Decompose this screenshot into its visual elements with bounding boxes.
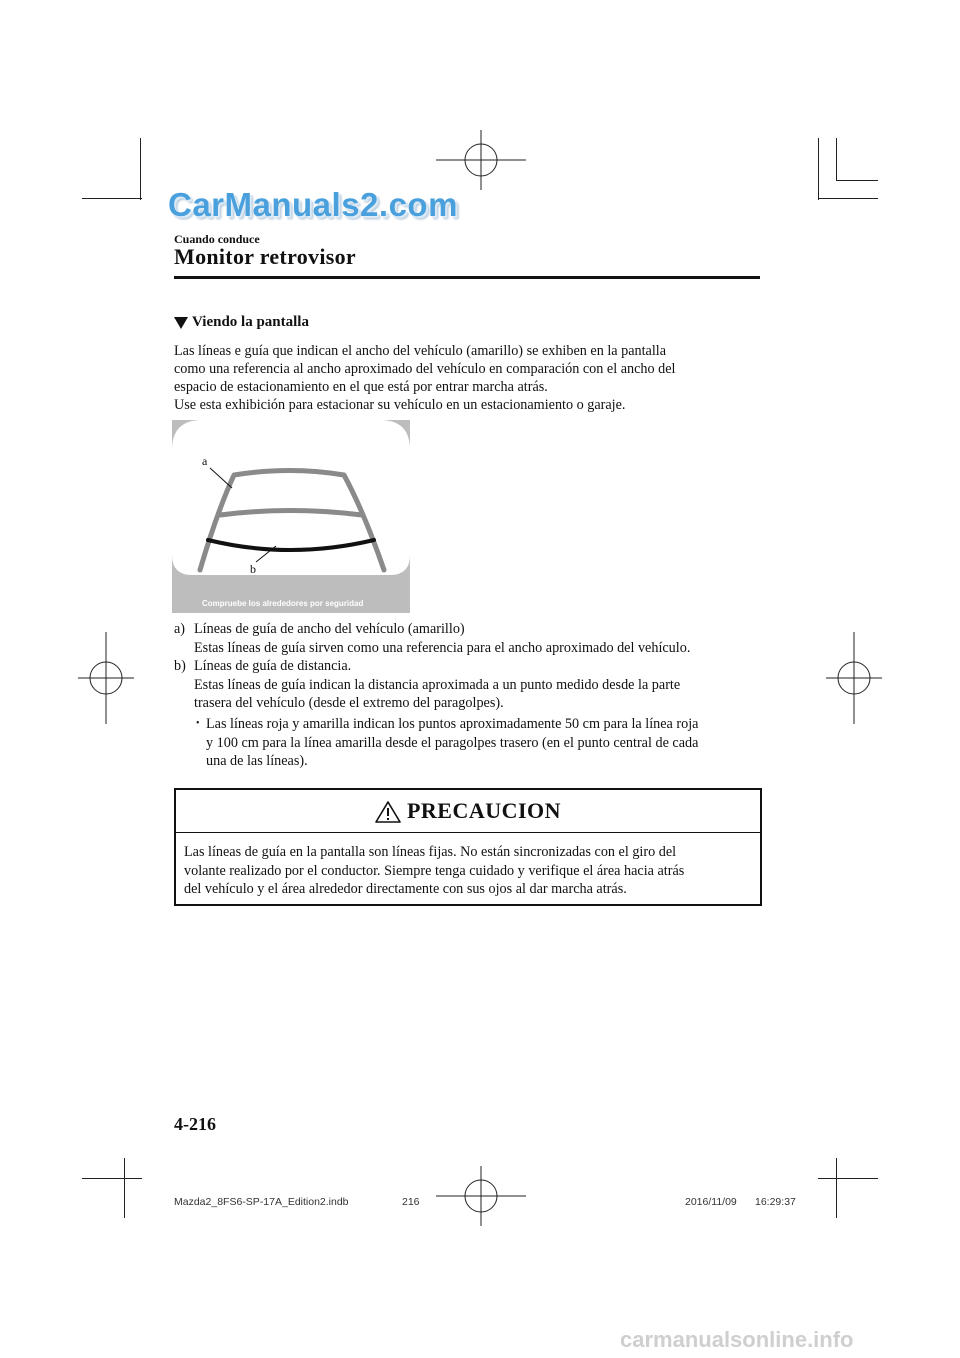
footer-time: 16:29:37 bbox=[755, 1196, 796, 1208]
label-b: b bbox=[250, 562, 256, 576]
site-watermark-top[interactable]: CarManuals2.com bbox=[168, 186, 458, 223]
caution-body bbox=[176, 833, 760, 899]
list-item-title: Líneas de guía de ancho del vehículo (amarillo) bbox=[194, 621, 465, 637]
registration-target-left bbox=[78, 632, 134, 724]
title-divider bbox=[174, 276, 760, 279]
bullet-dot: • bbox=[196, 718, 200, 729]
registration-target-right bbox=[826, 632, 882, 724]
intro-line: como una referencia al ancho aproximado del vehículo en comparación con el ancho del bbox=[174, 361, 676, 377]
caution-line: del vehículo y el área alrededor directamente con sus ojos al dar marcha atrás. bbox=[184, 881, 627, 897]
caution-box bbox=[174, 788, 762, 906]
footer-date: 2016/11/09 bbox=[685, 1196, 737, 1208]
section-label: Cuando conduce bbox=[174, 232, 260, 246]
list-item bbox=[174, 657, 764, 713]
intro-line: espacio de estacionamiento en el que está por entrar marcha atrás. bbox=[174, 379, 548, 395]
screen-caption: Compruebe los alrededores por seguridad bbox=[202, 599, 364, 608]
rear-monitor-illustration bbox=[172, 420, 410, 613]
caution-heading: PRECAUCION bbox=[406, 798, 562, 823]
subheading bbox=[174, 314, 309, 331]
caution-line: Las líneas de guía en la pantalla son líneas fijas. No están sincronizadas con el giro del bbox=[184, 844, 677, 860]
footer-file: Mazda2_8FS6-SP-17A_Edition2.indb bbox=[174, 1196, 349, 1208]
page-title: Monitor retrovisor bbox=[174, 244, 356, 269]
subheading-text: Viendo la pantalla bbox=[192, 314, 309, 330]
intro-line: Las líneas e guía que indican el ancho del vehículo (amarillo) se exhiben en la pantalla bbox=[174, 343, 667, 359]
list-item-text: trasera del vehículo (desde el extremo del paragolpes). bbox=[194, 695, 504, 711]
triangle-down-icon bbox=[174, 317, 188, 329]
legend-list bbox=[174, 620, 764, 713]
caution-header bbox=[176, 790, 760, 833]
footer-page: 216 bbox=[402, 1196, 420, 1208]
caution-line: volante realizado por el conductor. Siempre tenga cuidado y verifique el área hacia atrás bbox=[184, 862, 685, 879]
list-item-title: Líneas de guía de distancia. bbox=[194, 658, 352, 674]
list-marker: b) bbox=[174, 658, 186, 674]
registration-target-top bbox=[436, 130, 526, 190]
registration-target-bottom bbox=[436, 1166, 526, 1226]
list-item bbox=[174, 620, 764, 657]
bullet-line: y 100 cm para la línea amarilla desde el paragolpes trasero (en el punto central de cada bbox=[206, 734, 699, 751]
warning-triangle-icon bbox=[375, 801, 401, 823]
bullet-line: Las líneas roja y amarilla indican los puntos aproximadamente 50 cm para la línea roja bbox=[206, 716, 699, 732]
list-marker: a) bbox=[174, 621, 186, 637]
page-number: 4-216 bbox=[174, 1114, 216, 1134]
list-item-text: Estas líneas de guía sirven como una referencia para el ancho aproximado del vehículo. bbox=[194, 639, 691, 656]
intro-line: Use esta exhibición para estacionar su vehículo en un estacionamiento o garaje. bbox=[174, 397, 626, 413]
site-watermark-bottom[interactable]: carmanualsonline.info bbox=[620, 1327, 854, 1352]
list-item-text: Estas líneas de guía indican la distancia aproximada a un punto medido desde la parte bbox=[194, 676, 681, 693]
bullet-line: una de las líneas). bbox=[206, 753, 308, 769]
intro-paragraph bbox=[174, 342, 764, 414]
label-a: a bbox=[202, 454, 208, 468]
